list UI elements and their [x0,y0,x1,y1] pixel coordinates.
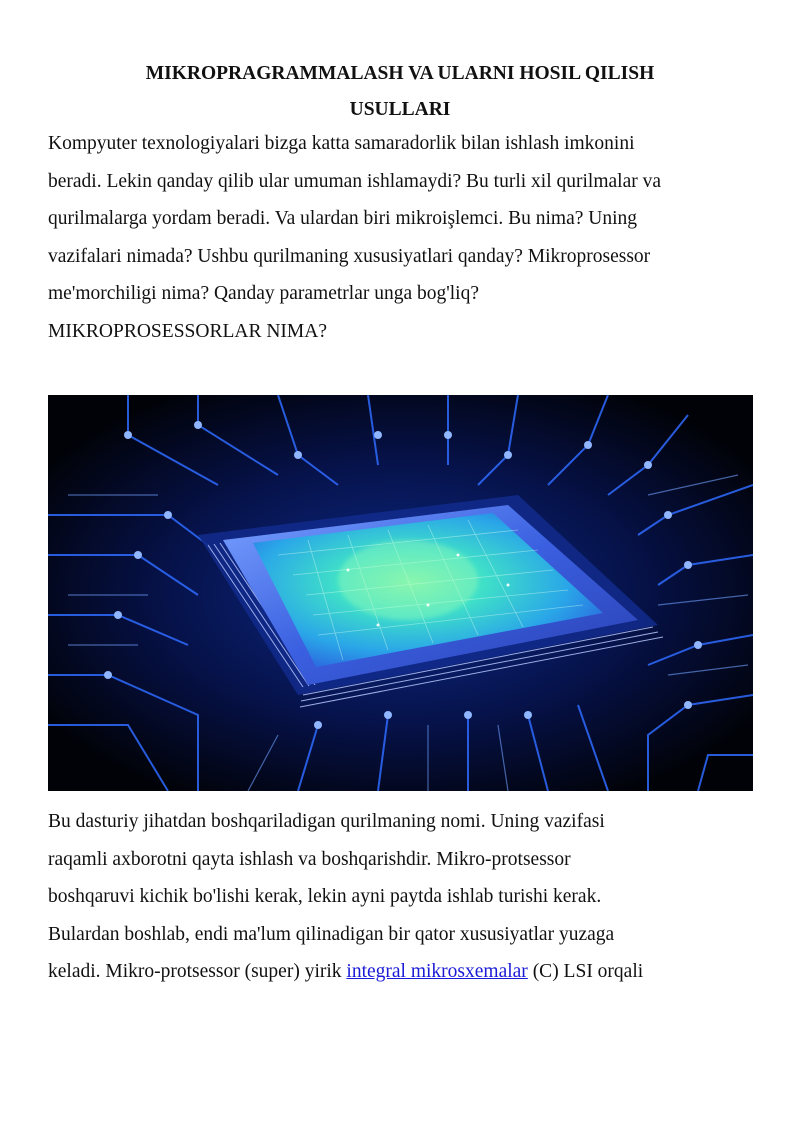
body-paragraph [48,803,768,991]
body-line: Bu dasturiy jihatdan boshqariladigan qurilmaning nomi. Uning vazifasi [48,811,605,832]
circuit-board-illustration [48,395,753,791]
intro-line: vazifalari nimada? Ushbu qurilmaning xususiyatlari qanday? Mikroprosessor [48,245,651,267]
body-text-after-link: (C) LSI orqali [527,961,644,982]
intro-line: me'morchiligi nima? Qanday parametrlar unga bog'liq? [48,283,479,304]
body-line-with-link [48,953,768,991]
integral-mikrosxemalar-link[interactable]: integral mikrosxemalar [346,961,528,982]
intro-line: beradi. Lekin qanday qilib ular umuman ishlamaydi? Bu turli xil qurilmalar va [48,170,662,192]
title-line-2: USULLARI [349,99,451,120]
body-text-before-link: keladi. Mikro-protsessor (super) yirik [48,961,347,982]
microprocessor-image [48,395,753,791]
title-line-1: MIKROPRAGRAMMALASH VA ULARNI HOSIL QILISH [145,63,655,84]
intro-paragraph [48,125,768,350]
body-line: boshqaruvi kichik bo'lishi kerak, lekin ayni paytda ishlab turishi kerak. [48,886,602,907]
body-line: raqamli axborotni qayta ishlash va boshqarishdir. Mikro-protsessor [48,848,571,870]
intro-line: Kompyuter texnologiyalari bizga katta samaradorlik bilan ishlash imkonini [48,133,635,154]
body-line: Bulardan boshlab, endi ma'lum qilinadigan bir qator xususiyatlar yuzaga [48,923,615,945]
section-heading-question: MIKROPROSESSORLAR NIMA? [48,320,327,342]
document-title [48,56,752,128]
intro-line: qurilmalarga yordam beradi. Va ulardan biri mikroişlemci. Bu nima? Uning [48,208,638,229]
